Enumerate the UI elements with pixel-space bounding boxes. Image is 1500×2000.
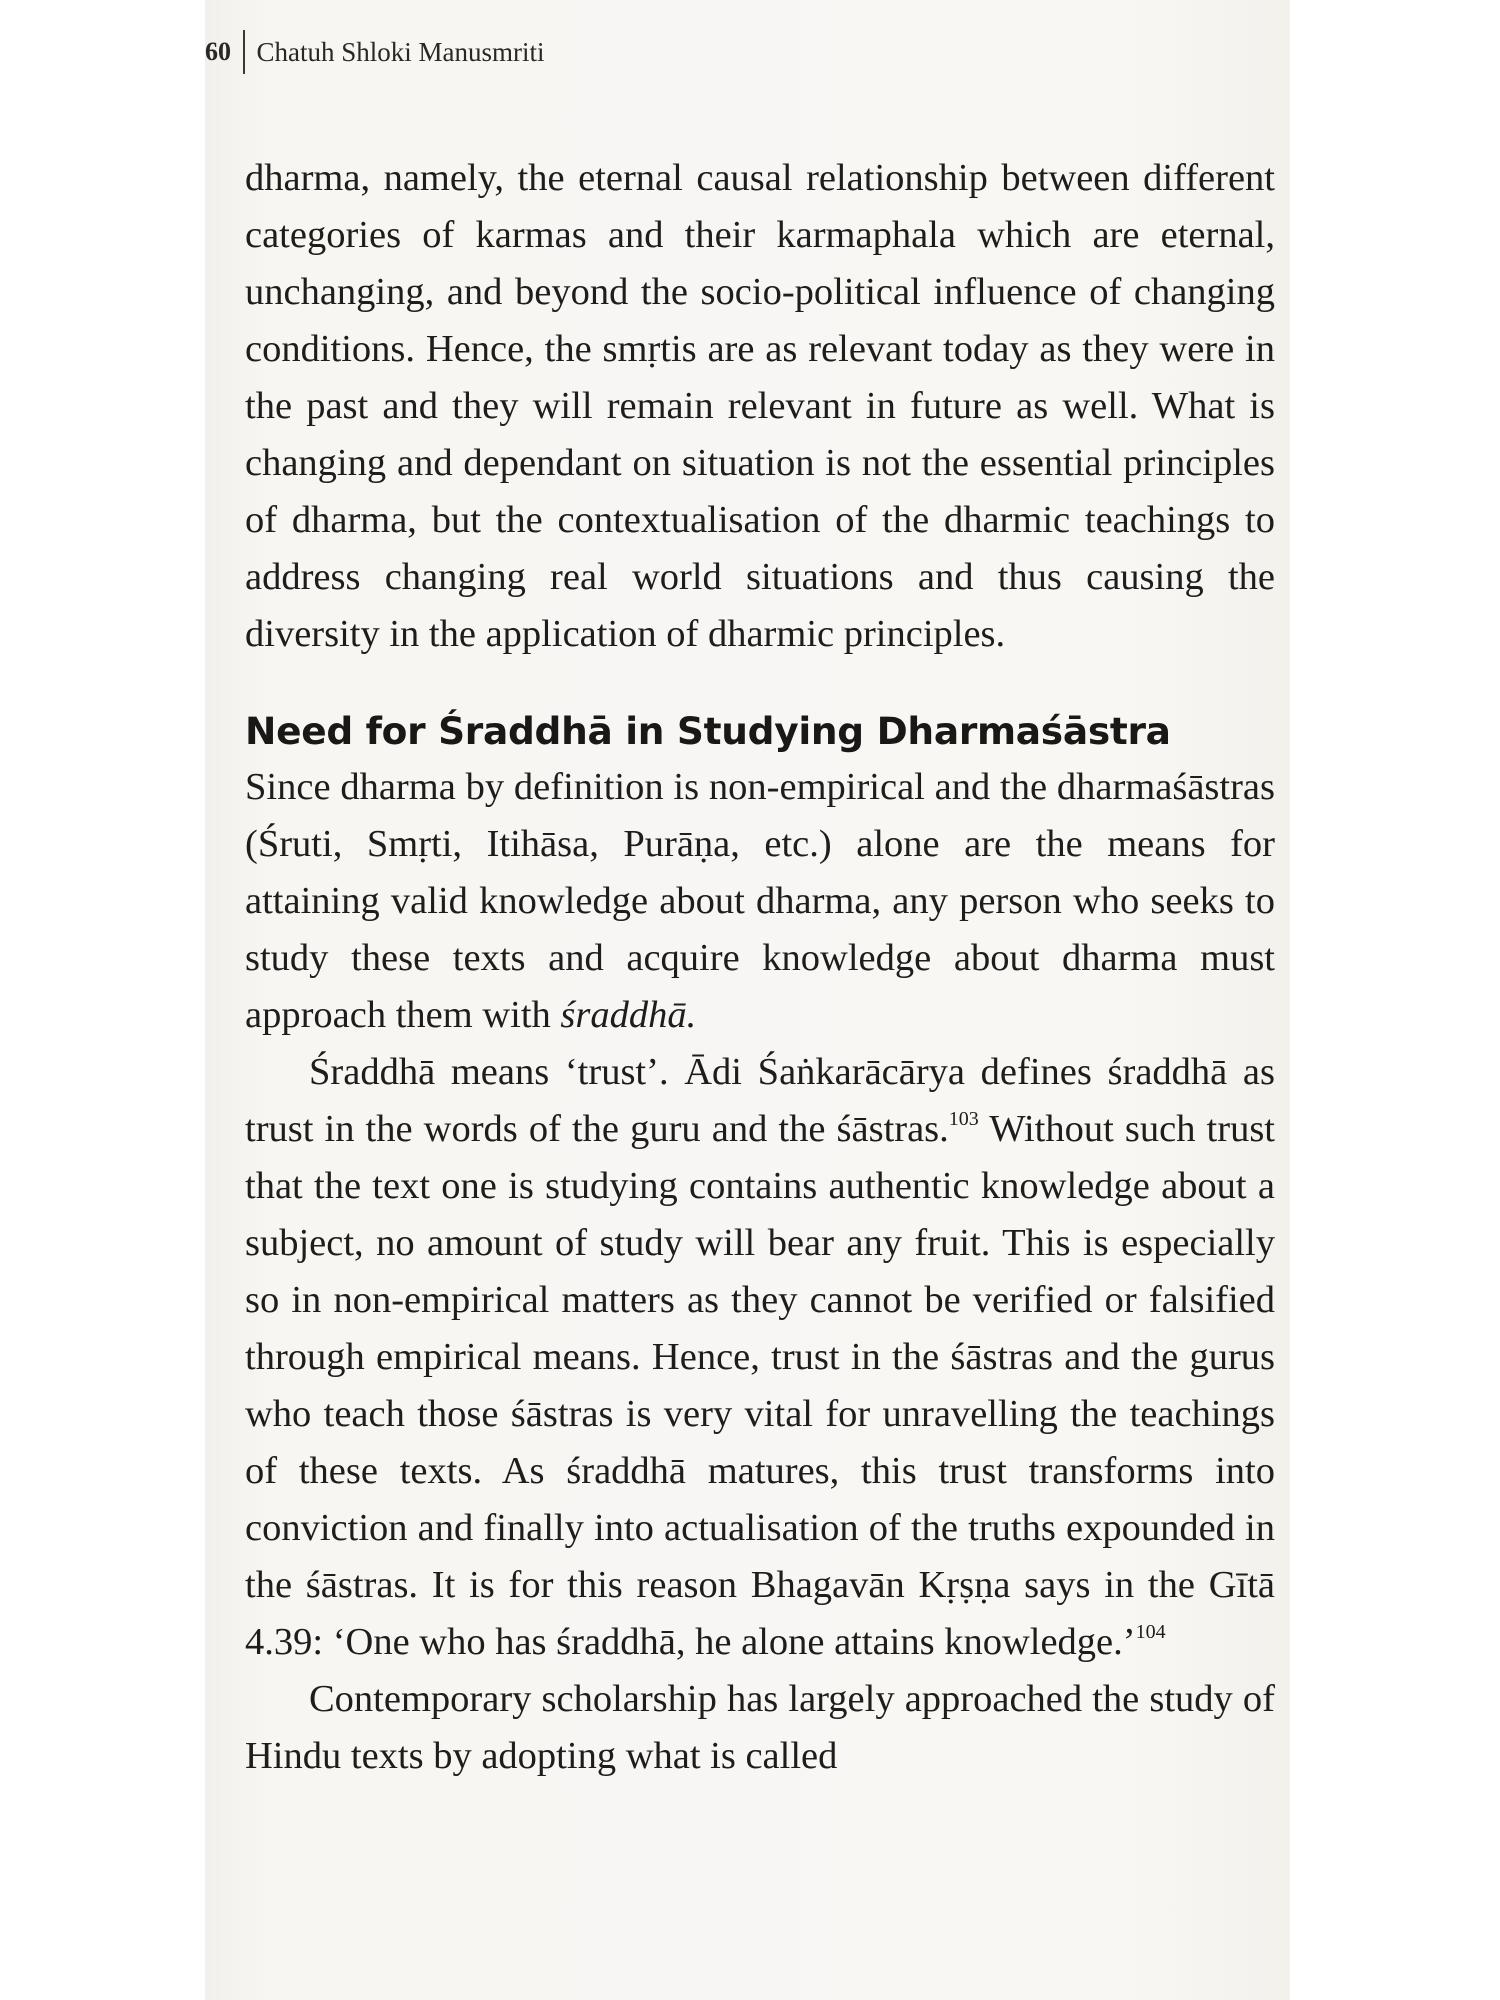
body-text [245,150,1275,1785]
footnote-marker-103: 103 [948,1108,979,1130]
book-page [205,0,1290,2000]
footnote-marker-104: 104 [1135,1621,1166,1643]
running-head [205,30,545,74]
page-number: 60 [205,37,231,66]
paragraph-text: Since dharma by definition is non-empirical and the dharmaśāstras (Śruti, Smṛti, Itihāsa, Purāṇa, etc.) alone are the means for attaining valid knowledge about dharma, any person who seeks to study these texts and acquire knowledge about dharma must approach them with [245,766,1275,1036]
paragraph-sraddha-approach [245,759,1275,1044]
paragraph-text: Without such trust that the text one is studying contains authentic knowledge about a subject, no amount of study will bear any fruit. This is especially so in non-empirical matters as they cannot be verified or falsified through empirical means. Hence, trust in the śāstras and the gurus who teach those śāstras is very vital for unravelling the teachings of these texts. As śraddhā matures, this trust transforms into conviction and finally into actualisation of the truths expounded in the śāstras. It is for this reason Bhagavān Kṛṣṇa says in the Gītā 4.39: ‘One who has śraddhā, he alone attains knowledge.’ [245,1108,1275,1663]
section-heading: Need for Śraddhā in Studying Dharmaśāstra [245,709,1171,753]
paragraph-dharma-contextualisation: dharma, namely, the eternal causal relationship between different categories of karmas and their karmaphala which are eternal, unchanging, and beyond the socio-political influence of changing conditions. Hence, the smṛtis are as relevant today as they were in the past and they will remain relevant in future as well. What is changing and dependant on situation is not the essential principles of dharma, but the contextualisation of the dharmic teachings to address changing real world situations and thus causing the diversity in the application of dharmic principles. [245,157,1275,655]
paragraph-text: Śraddhā means ‘trust’. Ādi Śaṅkarācārya defines śraddhā as trust in the words of the guru and the śāstras. [245,1051,1275,1150]
paragraph-sraddha-meaning [245,1044,1275,1671]
paragraph-contemporary-scholarship: Contemporary scholarship has largely approached the study of Hindu texts by adopting what is called [245,1678,1275,1777]
book-title: Chatuh Shloki Manusmriti [256,36,545,67]
running-head-divider [243,30,245,74]
emphasis-sraddha: śraddhā. [560,994,697,1036]
